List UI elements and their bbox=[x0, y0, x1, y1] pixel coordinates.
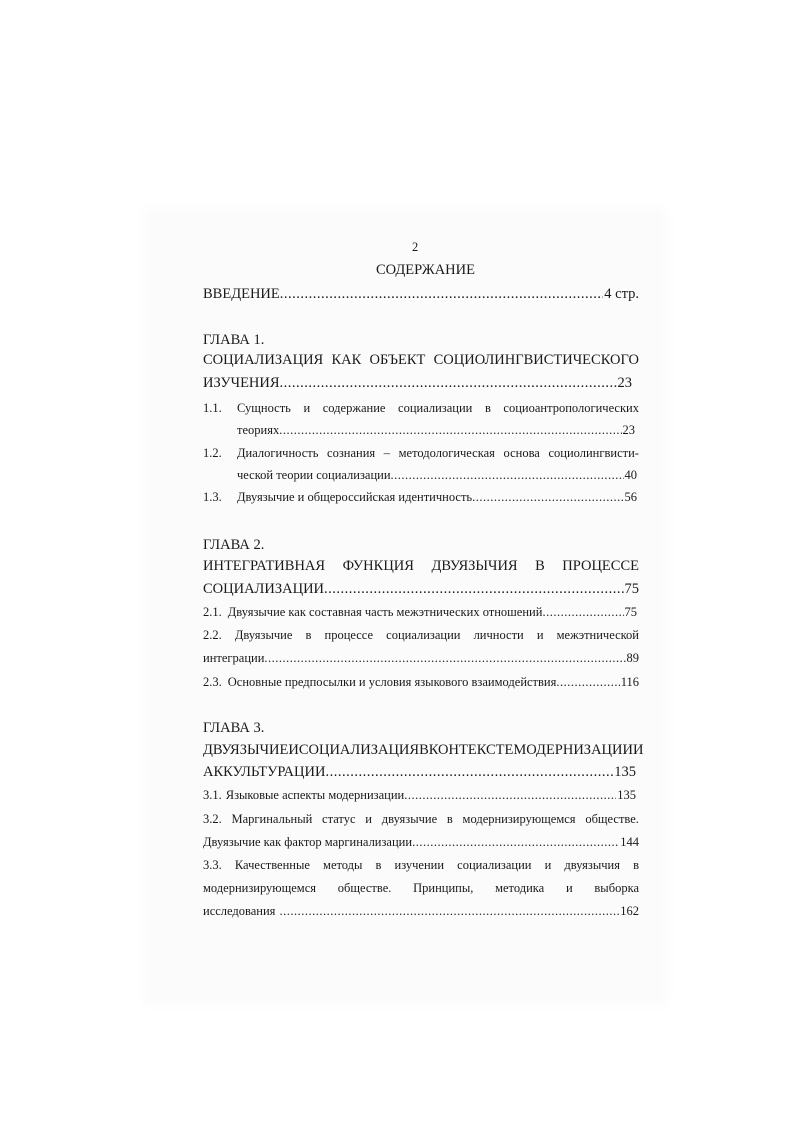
section-word: основа bbox=[503, 446, 540, 460]
section-word: в bbox=[375, 858, 382, 872]
toc-entry-label: Двуязычие и общероссийская идентичность bbox=[237, 490, 473, 504]
toc-page-number: 23 bbox=[617, 375, 632, 391]
leader-dots bbox=[279, 423, 621, 438]
section-word: выборка bbox=[594, 881, 639, 895]
toc-page-number: 135 bbox=[614, 764, 636, 780]
section-number: 1.2. bbox=[203, 446, 222, 460]
title-word: ДВУЯЗЫЧИЕ bbox=[203, 742, 289, 758]
section-word: статус bbox=[322, 812, 356, 826]
chapter-1-label: ГЛАВА 1. bbox=[203, 332, 265, 348]
section-3-3-line-2 bbox=[203, 881, 639, 896]
section-word: Диалогичность bbox=[237, 446, 319, 460]
section-word: Принципы, bbox=[413, 881, 474, 895]
leader-dots bbox=[280, 286, 604, 303]
title-word: КОНТЕКСТЕ bbox=[428, 742, 514, 758]
section-2-2-line bbox=[203, 628, 639, 643]
section-word: в bbox=[446, 812, 453, 826]
title-word: МОДЕРНИЗАЦИИ bbox=[513, 742, 633, 758]
section-word: социолингвисти- bbox=[548, 446, 639, 460]
toc-entry-label: Двуязычие как фактор маргинализации bbox=[203, 835, 413, 849]
title-word: ИНТЕГРАТИВНАЯ bbox=[203, 558, 326, 574]
title-word: СОЦИАЛИЗАЦИЯ bbox=[203, 352, 324, 368]
toc-entry-label: Основные предпосылки и условия языкового взаимодействия bbox=[227, 675, 557, 689]
leader-dots bbox=[279, 904, 619, 919]
section-word: Двуязычие bbox=[234, 628, 293, 642]
toc-page-number: 40 bbox=[624, 468, 637, 482]
section-word: методы bbox=[323, 858, 363, 872]
section-word: социализации bbox=[457, 858, 532, 872]
toc-entry-label: Двуязычие как составная часть межэтнических отношений bbox=[227, 605, 543, 619]
section-word: изучении bbox=[394, 858, 445, 872]
title-word: В bbox=[535, 558, 545, 574]
section-word: двуязычие bbox=[381, 812, 438, 826]
toc-page-number: 135 bbox=[617, 788, 636, 802]
section-2-3-line bbox=[203, 675, 639, 690]
section-number: 1.1. bbox=[203, 401, 222, 415]
section-1-2-line bbox=[237, 446, 639, 461]
chapter-2-label: ГЛАВА 2. bbox=[203, 537, 265, 553]
toc-entry-label: ческой теории социализации bbox=[237, 468, 391, 482]
toc-page-number: 89 bbox=[626, 651, 639, 665]
section-word: модернизирующемся bbox=[462, 812, 576, 826]
section-word: процессе bbox=[324, 628, 374, 642]
title-word: ФУНКЦИЯ bbox=[342, 558, 414, 574]
toc-entry-introduction bbox=[203, 286, 639, 303]
leader-dots bbox=[556, 675, 619, 690]
toc-entry-label: ВВЕДЕНИЕ bbox=[203, 286, 280, 302]
chapter-3-title-line bbox=[203, 742, 644, 759]
section-number: 3.1. bbox=[203, 788, 222, 802]
section-number: 2.2. bbox=[203, 628, 222, 642]
section-word: в bbox=[305, 628, 312, 642]
toc-page-number: 75 bbox=[624, 581, 639, 597]
chapter-3-title-end bbox=[203, 764, 636, 781]
section-word: социоантропологических bbox=[503, 401, 639, 415]
toc-entry-label: Языковые аспекты модернизации bbox=[225, 788, 405, 802]
section-word: Качественные bbox=[234, 858, 310, 872]
toc-page-number: 75 bbox=[624, 605, 637, 619]
section-number: 3.2. bbox=[203, 812, 222, 826]
section-word: методологическая bbox=[398, 446, 495, 460]
section-1-1-line bbox=[237, 401, 639, 416]
toc-page-number: 162 bbox=[620, 904, 639, 918]
section-word: содержание bbox=[322, 401, 386, 415]
title-word: И bbox=[632, 742, 644, 758]
section-word: двуязычия bbox=[564, 858, 620, 872]
section-1-1-end bbox=[237, 423, 635, 438]
section-word: в bbox=[484, 401, 491, 415]
toc-entry-label: ИЗУЧЕНИЯ bbox=[203, 375, 280, 391]
chapter-2-title-line bbox=[203, 558, 639, 575]
toc-page-number: 23 bbox=[622, 423, 635, 437]
chapter-2-title-end bbox=[203, 581, 639, 598]
title-word: СОЦИАЛИЗАЦИЯ bbox=[298, 742, 420, 758]
section-word: и bbox=[365, 812, 372, 826]
section-word: Маргинальный bbox=[231, 812, 313, 826]
page-number: 2 bbox=[412, 240, 419, 254]
section-1-3-line bbox=[237, 490, 637, 505]
section-number: 3.3. bbox=[203, 858, 222, 872]
title-word: СОЦИОЛИНГВИСТИЧЕСКОГО bbox=[433, 352, 639, 368]
section-word: обществе. bbox=[585, 812, 639, 826]
toc-page-number: 4 стр. bbox=[604, 286, 639, 302]
section-3-2-end bbox=[203, 835, 639, 850]
leader-dots bbox=[280, 375, 617, 392]
section-3-1-line bbox=[203, 788, 636, 803]
section-3-3-end bbox=[203, 904, 639, 919]
section-3-2-line bbox=[203, 812, 639, 827]
title-word: В bbox=[419, 742, 429, 758]
leader-dots bbox=[404, 788, 616, 803]
section-word: методика bbox=[495, 881, 545, 895]
section-1-2-end bbox=[237, 468, 637, 483]
title-word: ОБЪЕКТ bbox=[369, 352, 426, 368]
section-number: 2.1. bbox=[203, 605, 222, 619]
section-2-2-end bbox=[203, 651, 639, 666]
section-word: – bbox=[383, 446, 391, 460]
title-word: ПРОЦЕССЕ bbox=[562, 558, 639, 574]
section-word: и bbox=[565, 881, 573, 895]
leader-dots bbox=[542, 605, 623, 620]
toc-page-number: 56 bbox=[624, 490, 637, 504]
leader-dots bbox=[264, 651, 625, 666]
section-word: и bbox=[303, 401, 311, 415]
section-word: Сущность bbox=[237, 401, 291, 415]
section-number: 1.3. bbox=[203, 490, 222, 504]
chapter-1-title-end bbox=[203, 375, 632, 392]
toc-entry-label: СОЦИАЛИЗАЦИИ bbox=[203, 581, 325, 597]
title-word: ДВУЯЗЫЧИЯ bbox=[431, 558, 518, 574]
section-word: сознания bbox=[327, 446, 376, 460]
section-3-3-line-1 bbox=[203, 858, 639, 873]
section-2-1-line bbox=[203, 605, 637, 620]
contents-title: СОДЕРЖАНИЕ bbox=[376, 262, 475, 278]
section-word: модернизирующемся bbox=[203, 881, 317, 895]
section-word: в bbox=[633, 858, 639, 872]
title-word: КАК bbox=[331, 352, 362, 368]
section-word: социализации bbox=[398, 401, 473, 415]
section-word: социализации bbox=[386, 628, 461, 642]
toc-page-number: 144 bbox=[620, 835, 639, 849]
chapter-1-title-line bbox=[203, 352, 639, 369]
chapter-3-label: ГЛАВА 3. bbox=[203, 720, 265, 736]
toc-entry-label: исследования bbox=[203, 904, 276, 918]
title-word: И bbox=[288, 742, 299, 758]
toc-entry-label: интеграции bbox=[203, 651, 265, 665]
leader-dots bbox=[472, 490, 623, 505]
leader-dots bbox=[325, 764, 613, 781]
section-number: 2.3. bbox=[203, 675, 222, 689]
toc-entry-label: теориях bbox=[237, 423, 280, 437]
leader-dots bbox=[391, 468, 624, 483]
section-word: обществе. bbox=[337, 881, 392, 895]
toc-page-number: 116 bbox=[620, 675, 639, 689]
toc-entry-label: АККУЛЬТУРАЦИИ bbox=[203, 764, 326, 780]
section-word: межэтнической bbox=[556, 628, 639, 642]
section-word: и bbox=[544, 858, 552, 872]
section-word: и bbox=[536, 628, 544, 642]
section-word: личности bbox=[473, 628, 524, 642]
leader-dots bbox=[324, 581, 623, 598]
leader-dots bbox=[412, 835, 619, 850]
